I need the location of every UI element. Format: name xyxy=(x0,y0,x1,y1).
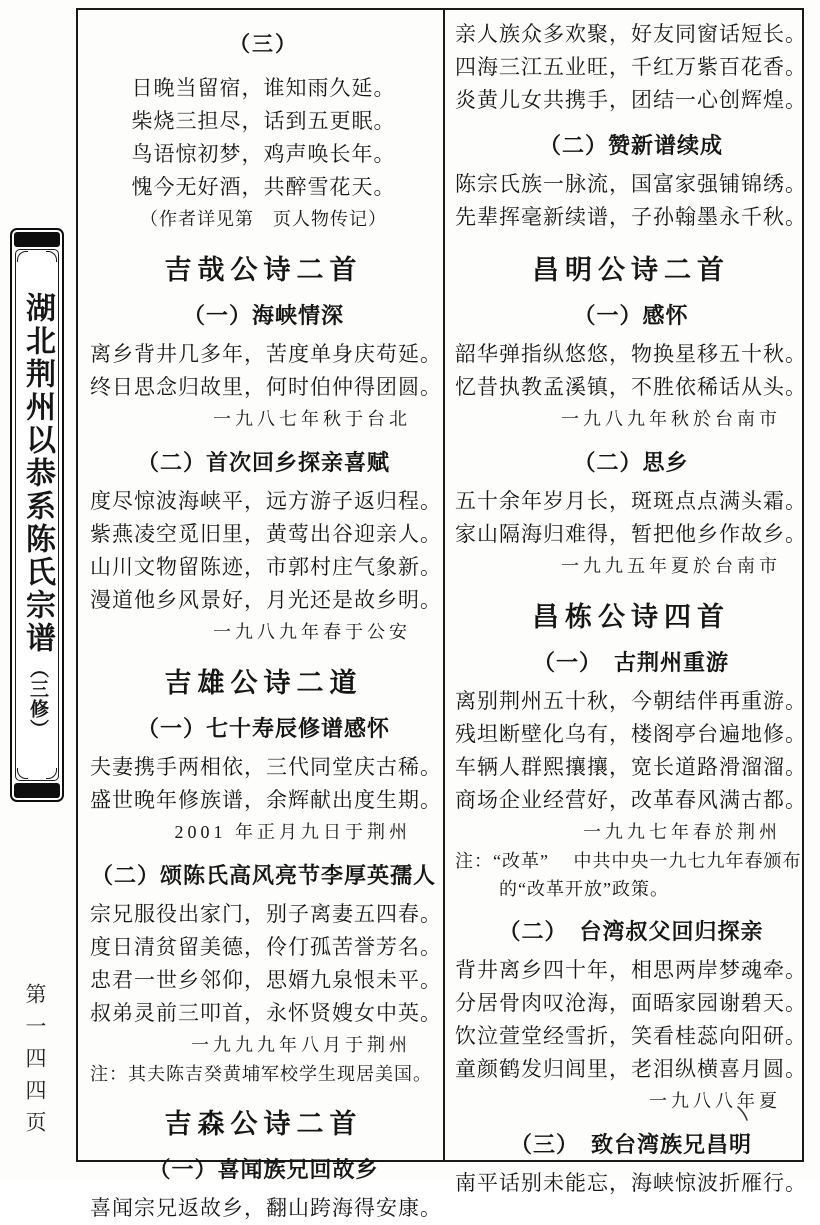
poem-stanza xyxy=(455,1167,807,1200)
poem-line: 离别荆州五十秋，今朝结伴再重游。 xyxy=(455,689,807,713)
poem-line: 柴烧三担尽，话到五更眠。 xyxy=(131,109,396,133)
poet-section-title: 吉哉公诗二首 xyxy=(164,255,363,285)
poem-line: 亲人族众多欢聚，好友同窗话短长。 xyxy=(455,22,807,46)
poem-line: 残坦断壁化乌有，楼阁亭台遍地修。 xyxy=(455,722,807,746)
note-line: 的“改革开放”政策。 xyxy=(499,879,669,899)
corner-flourish-icon xyxy=(17,251,28,262)
poem-stanza xyxy=(455,338,807,404)
corner-flourish-icon xyxy=(17,768,28,779)
poem-line: 分居骨肉叹沧海，面晤家园谢碧天。 xyxy=(455,991,807,1015)
poem-line: 度日清贫留美德，伶仃孤苦誉芳名。 xyxy=(90,935,442,959)
poem-line: 鸟语惊初梦，鸡声唤长年。 xyxy=(131,142,396,166)
left-column xyxy=(78,10,445,1220)
poem-line: 愧今无好酒，共醉雪花天。 xyxy=(131,175,396,199)
poem-line: 韶华弹指纵悠悠，物换星移五十秋。 xyxy=(455,342,807,366)
poem-stanza xyxy=(90,485,442,617)
poem-title: （二）思乡 xyxy=(573,450,689,475)
poem-line: 忆昔执教孟溪镇，不胜依稀话从头。 xyxy=(455,375,807,399)
poem-title: （二）首次回乡探亲喜赋 xyxy=(136,450,390,475)
poem-line: 陈宗氏族一脉流，国富家强铺锦绣。 xyxy=(455,172,807,196)
poem-date: 一九九九年八月于荆州 xyxy=(191,1035,411,1055)
banner-body xyxy=(15,249,59,781)
column-divider xyxy=(443,10,445,1160)
poem-date: 一九八八年夏 xyxy=(649,1091,781,1111)
note-block xyxy=(90,1060,437,1088)
note-line: 注：其夫陈吉癸黄埔军校学生现居美国。 xyxy=(90,1064,432,1084)
poem-line: 车辆人群熙攘攘，宽长道路滑溜溜。 xyxy=(455,755,807,779)
poem-line: 山川文物留陈迹，市郭村庄气象新。 xyxy=(90,555,442,579)
poem-line: 商场企业经营好，改革春风满古都。 xyxy=(455,788,807,812)
poem-title: （二）赞新谱续成 xyxy=(538,133,723,158)
poem-line: 盛世晚年修族谱，余辉献出度生期。 xyxy=(90,788,442,812)
poem-title: （一）喜闻族兄回故乡 xyxy=(148,1157,379,1182)
poem-stanza xyxy=(455,485,807,551)
poem-stanza xyxy=(455,18,807,117)
book-title-text: 湖北荆州以恭系陈氏宗谱 xyxy=(21,291,54,655)
poem-line: 度尽惊波海峡平，远方游子返归程。 xyxy=(90,489,442,513)
poem-line: 炎黄儿女共携手，团结一心创辉煌。 xyxy=(455,88,807,112)
poem-line: 童颜鹤发归闾里，老泪纵横喜月圆。 xyxy=(455,1057,807,1081)
banner-bottom-cap xyxy=(14,783,60,798)
poem-line: 喜闻宗兄返故乡，翻山跨海得安康。 xyxy=(90,1196,442,1220)
poem-stanza xyxy=(90,338,442,404)
poem-line: 漫道他乡风景好，月光还是故乡明。 xyxy=(90,588,442,612)
poem-stanza xyxy=(455,168,807,234)
poem-line: 夫妻携手两相依，三代同堂庆古稀。 xyxy=(90,755,442,779)
poem-date: 一九八七年秋于台北 xyxy=(213,409,411,429)
page-border xyxy=(76,8,807,1220)
poem-title: （二）颂陈氏高风亮节李厚英孺人 xyxy=(90,863,436,888)
poem-date: 一九九五年夏於台南市 xyxy=(561,556,781,576)
poet-section-title: 昌栋公诗四首 xyxy=(532,602,730,632)
poem-date: 一九九七年春於荆州 xyxy=(583,822,781,842)
poem-date: 2001 年正月九日于荆州 xyxy=(174,822,411,842)
corner-flourish-icon xyxy=(46,768,57,779)
poem-title: （一）感怀 xyxy=(573,303,689,328)
poem-date: 一九八九年秋於台南市 xyxy=(561,409,781,429)
banner-top-cap xyxy=(14,232,60,247)
page-number: 第一四四页 xyxy=(23,983,47,1143)
note-line: 注：“改革” 中共中央一九七九年春颁布 xyxy=(455,851,802,871)
poem-line: 家山隔海归难得，暂把他乡作故乡。 xyxy=(455,522,807,546)
poem-line: 终日思念归故里，何时伯仲得团圆。 xyxy=(90,375,442,399)
poet-section-title: 吉森公诗二首 xyxy=(164,1109,363,1139)
poem-stanza xyxy=(90,72,437,204)
poem-title: （二） 台湾叔父回归探亲 xyxy=(498,919,764,944)
poem-stanza xyxy=(455,685,807,817)
corner-flourish-icon xyxy=(46,251,57,262)
book-title-suffix: （三修） xyxy=(27,658,48,739)
poem-stanza xyxy=(90,751,442,817)
book-title-banner xyxy=(10,228,64,802)
poem-line: 叔弟灵前三叩首，永怀贤嫂女中英。 xyxy=(90,1001,442,1025)
poem-line: 背井离乡四十年，相思两岸梦魂牵。 xyxy=(455,958,807,982)
poem-line: 四海三江五业旺，千红万紫百花香。 xyxy=(455,55,807,79)
poem-title: （三） 致台湾族兄昌明 xyxy=(509,1132,752,1157)
poem-line: 忠君一世乡邻仰，思婿九泉恨未平。 xyxy=(90,968,442,992)
poem-stanza xyxy=(90,898,442,1030)
poem-line: 宗兄服役出家门，别子离妻五四春。 xyxy=(90,902,442,926)
author-reference: （作者详见第 页人物传记） xyxy=(140,209,387,229)
poem-title: （一）七十寿辰修谱感怀 xyxy=(136,716,390,741)
poem-line: 南平话别未能忘，海峡惊波折雁行。 xyxy=(455,1171,807,1195)
poem-line: 日晚当留宿，谁知雨久延。 xyxy=(131,76,396,100)
poet-section-title: 吉雄公诗二道 xyxy=(164,668,363,698)
poem-part-heading: （三） xyxy=(229,32,298,56)
poem-line: 饮泣萱堂经雪折，笑看桂蕊向阳研。 xyxy=(455,1024,807,1048)
poem-title: （一） 古荆州重游 xyxy=(532,650,729,675)
poem-line: 五十余年岁月长，斑斑点点满头霜。 xyxy=(455,489,807,513)
poet-section-title: 昌明公诗二首 xyxy=(532,255,730,285)
right-column xyxy=(445,10,813,1195)
note-block xyxy=(455,847,807,903)
poem-date: 一九八九年春于公安 xyxy=(213,622,411,642)
book-title-vertical xyxy=(22,292,52,739)
poem-line: 先辈挥毫新续谱，子孙翰墨永千秋。 xyxy=(455,205,807,229)
poem-title: （一）海峡情深 xyxy=(182,303,344,328)
poem-line: 紫燕凌空觅旧里，黄莺出谷迎亲人。 xyxy=(90,522,442,546)
poem-line: 离乡背井几多年，苦度单身庆苟延。 xyxy=(90,342,442,366)
poem-stanza xyxy=(455,954,807,1086)
poem-stanza xyxy=(90,1192,442,1225)
